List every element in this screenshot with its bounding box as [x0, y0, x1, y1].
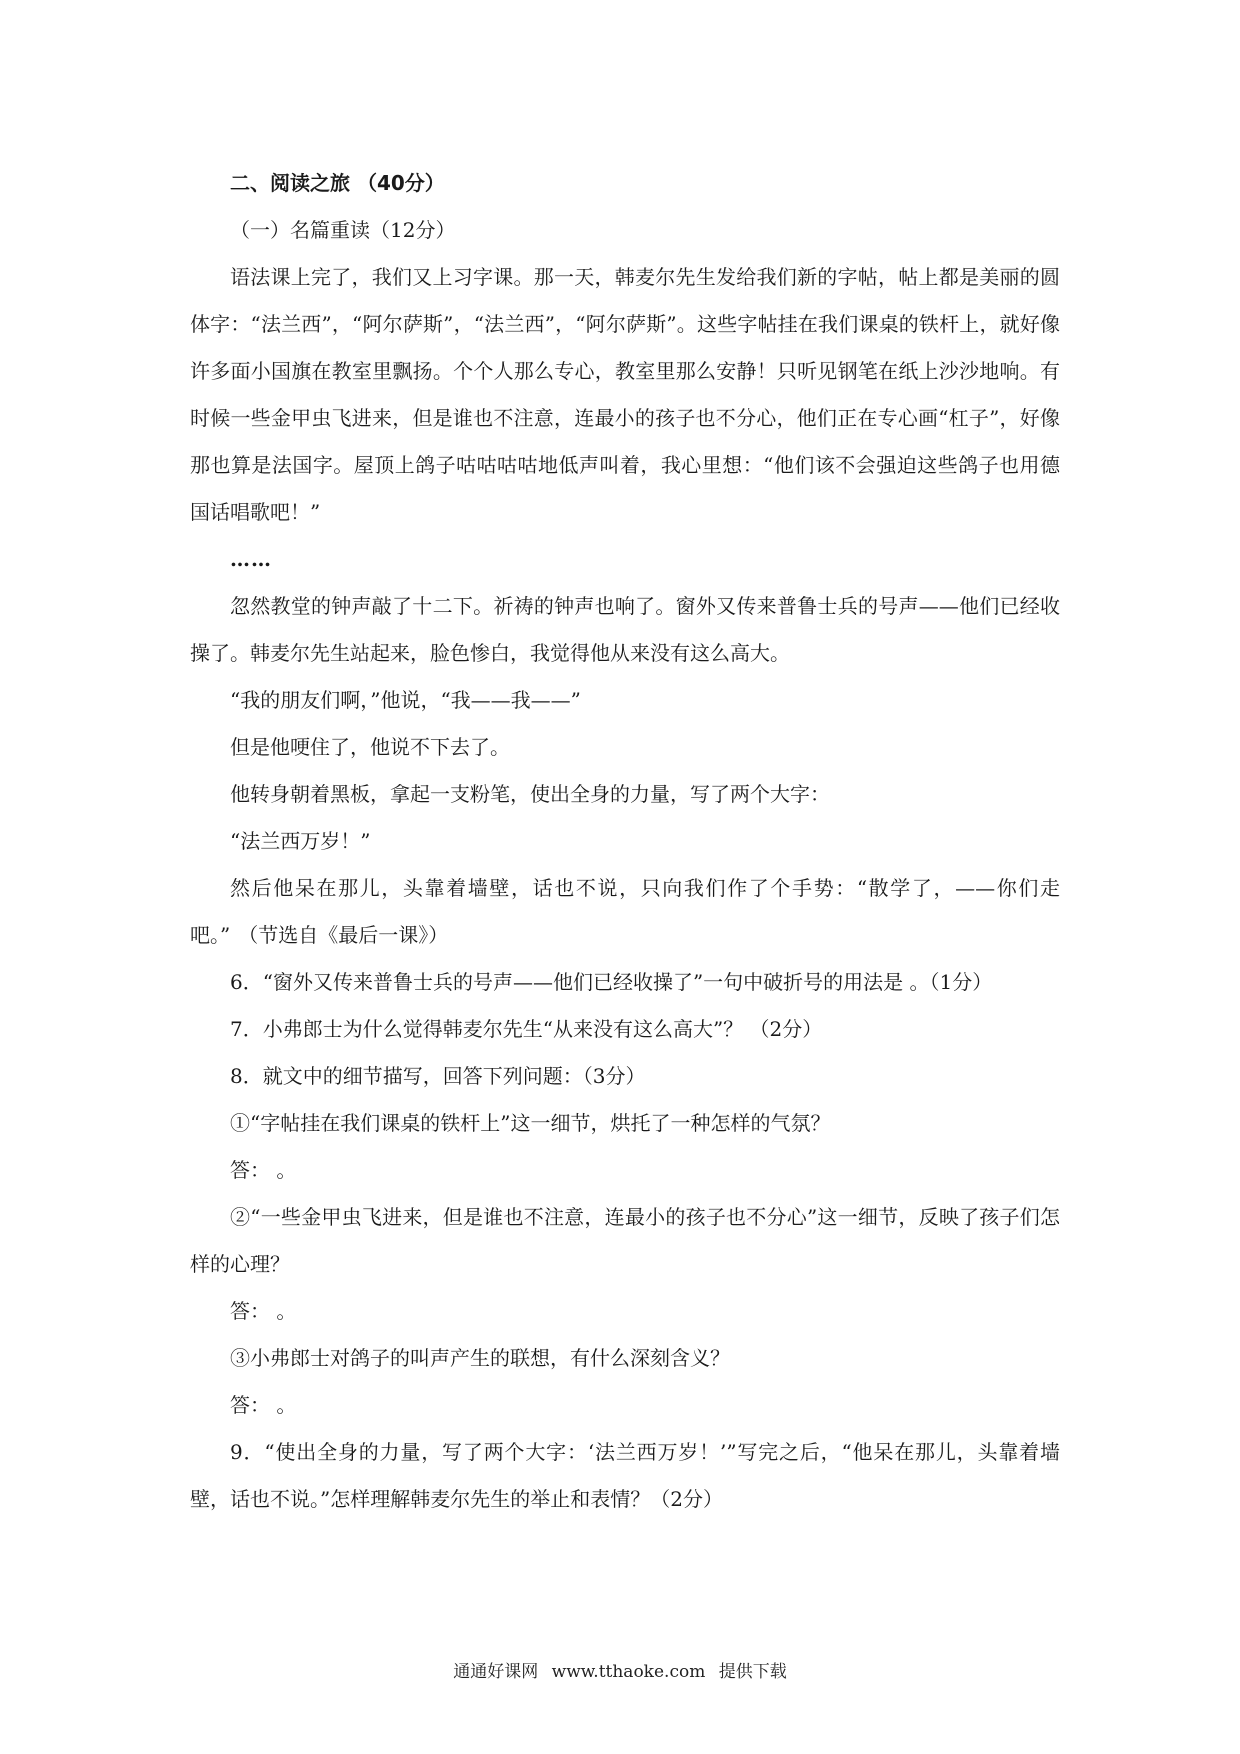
question-8-2: ②“一些金甲虫飞进来，但是谁也不注意，连最小的孩子也不分心”这一细节，反映了孩子们怎样的心理？ — [190, 1205, 1060, 1276]
passage-paragraph-6: “法兰西万岁！” — [230, 829, 371, 853]
passage-paragraph-7-text: 然后他呆在那儿，头靠着墙壁，话也不说，只向我们作了个手势：“散学了，——你们走吧。” — [190, 876, 1060, 947]
passage-paragraph-1: 语法课上完了，我们又上习字课。那一天，韩麦尔先生发给我们新的字帖，帖上都是美丽的圆体字：“法兰西”，“阿尔萨斯”，“法兰西”，“阿尔萨斯”。这些字帖挂在我们课桌的铁杆上，就好像许多面小国旗在教室里飘扬。个个人那么专心，教室里那么安静！只听见钢笔在纸上沙沙地响。有时候一些金甲虫飞进来，但是谁也不注意，连最小的孩子也不分心，他们正在专心画“杠子”，好像那也算是法国字。屋顶上鸽子咕咕咕咕地低声叫着，我心里想：“他们该不会强迫这些鸽子也用德国话唱歌吧！” — [190, 265, 1060, 524]
passage-paragraph-2: 忽然教堂的钟声敲了十二下。祈祷的钟声也响了。窗外又传来普鲁士兵的号声——他们已经收操了。韩麦尔先生站起来，脸色惨白，我觉得他从来没有这么高大。 — [190, 594, 1060, 665]
passage-source: （节选自《最后一课》） — [248, 923, 449, 947]
passage-ellipsis: …… — [230, 547, 272, 571]
answer-8-2: 答： 。 — [230, 1299, 297, 1323]
footer-url[interactable]: www.tthaoke.com — [551, 1662, 706, 1682]
question-7: 7．小弗郎士为什么觉得韩麦尔先生“从来没有这么高大”？ （2分） — [230, 1017, 823, 1041]
page-footer — [0, 1657, 1240, 1682]
section-title: 二、阅读之旅 （40分） — [230, 171, 445, 195]
questions — [190, 959, 1060, 1523]
passage-paragraph-4: 但是他哽住了，他说不下去了。 — [230, 735, 510, 759]
answer-8-3: 答： 。 — [230, 1393, 297, 1417]
footer-site-name: 通通好课网 — [453, 1662, 539, 1682]
question-6: 6．“窗外又传来普鲁士兵的号声——他们已经收操了”一句中破折号的用法是 。（1分） — [230, 970, 993, 994]
passage-paragraph-5: 他转身朝着黑板，拿起一支粉笔，使出全身的力量，写了两个大字： — [230, 782, 830, 806]
answer-8-1: 答： 。 — [230, 1158, 297, 1182]
question-8-3: ③小弗郎士对鸽子的叫声产生的联想，有什么深刻含义？ — [230, 1346, 730, 1370]
footer-suffix: 提供下载 — [718, 1662, 787, 1682]
question-8-1: ①“字帖挂在我们课桌的铁杆上”这一细节，烘托了一种怎样的气氛？ — [230, 1111, 831, 1135]
reading-passage — [190, 254, 1060, 959]
exam-page — [190, 160, 1060, 1523]
question-9: 9．“使出全身的力量，写了两个大字：‘法兰西万岁！’”写完之后，“他呆在那儿，头靠着墙壁，话也不说。”怎样理解韩麦尔先生的举止和表情？（2分） — [190, 1440, 1060, 1511]
question-8: 8．就文中的细节描写，回答下列问题：（3分） — [230, 1064, 646, 1088]
passage-paragraph-3: “我的朋友们啊，”他说，“我——我——” — [230, 688, 581, 712]
subsection-title: （一）名篇重读（12分） — [230, 218, 456, 242]
passage-paragraph-7 — [190, 865, 1060, 959]
